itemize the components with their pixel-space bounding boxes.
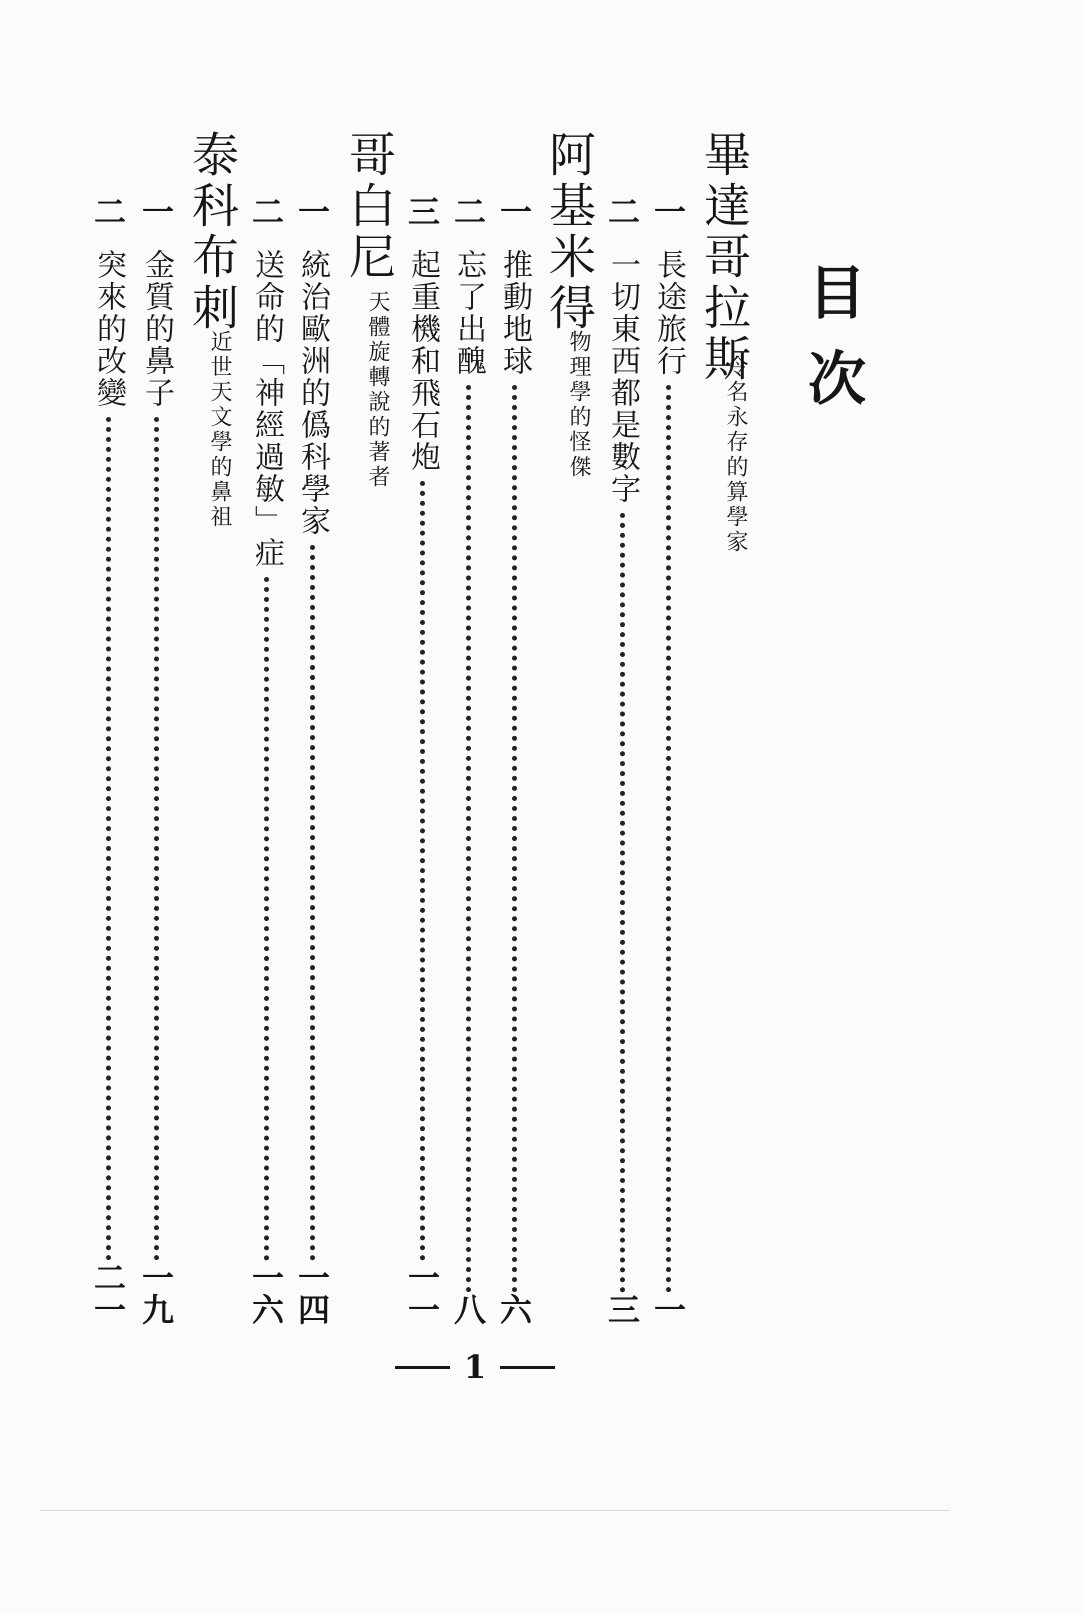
chapter-author: 哥白尼 <box>341 130 396 283</box>
leader-dots <box>106 417 111 1261</box>
chapter-subtitle: 物理學的怪傑 <box>566 330 591 480</box>
toc-entry[interactable]: 三 起重機和飛石炮 一一 <box>403 195 441 1325</box>
toc-entry[interactable]: 一 統治歐洲的僞科學家 一四 <box>293 195 331 1325</box>
chapter-subtitle: 天體旋轉說的著者 <box>365 290 390 490</box>
leader-dots <box>466 385 471 1293</box>
leader-dots <box>666 385 671 1293</box>
folio-dash-right <box>500 1366 555 1369</box>
chapter-author: 阿基米得 <box>541 130 596 334</box>
chapter-author: 泰科布刺 <box>184 130 239 334</box>
leader-dots <box>310 545 315 1261</box>
toc-entry[interactable]: 二 忘了出醜 八 <box>449 195 487 1325</box>
toc-entry[interactable]: 二 送命的「神經過敏」症 一六 <box>247 195 285 1325</box>
toc-title: 目次 <box>798 262 866 434</box>
page-folio: 1 <box>380 1348 570 1386</box>
toc-entry[interactable]: 一 金質的鼻子 一九 <box>137 195 175 1325</box>
leader-dots <box>420 481 425 1261</box>
toc-entry[interactable]: 二 突來的改變 二一 <box>89 195 127 1325</box>
leader-dots <box>620 513 625 1293</box>
leader-dots <box>512 385 517 1293</box>
folio-dash-left <box>395 1366 450 1369</box>
chapter-author: 畢達哥拉斯 <box>696 130 751 385</box>
leader-dots <box>154 417 159 1261</box>
toc-entry[interactable]: 一 推動地球 六 <box>495 195 533 1325</box>
toc-entry[interactable]: 一 長途旅行 一 <box>649 195 687 1325</box>
scan-edge-line <box>40 1510 950 1511</box>
toc-entry[interactable]: 二 一切東西都是數字 三 <box>603 195 641 1325</box>
chapter-subtitle: 令名永存的算學家 <box>723 355 748 555</box>
chapter-subtitle: 近世天文學的鼻祖 <box>207 330 232 530</box>
leader-dots <box>264 577 269 1261</box>
